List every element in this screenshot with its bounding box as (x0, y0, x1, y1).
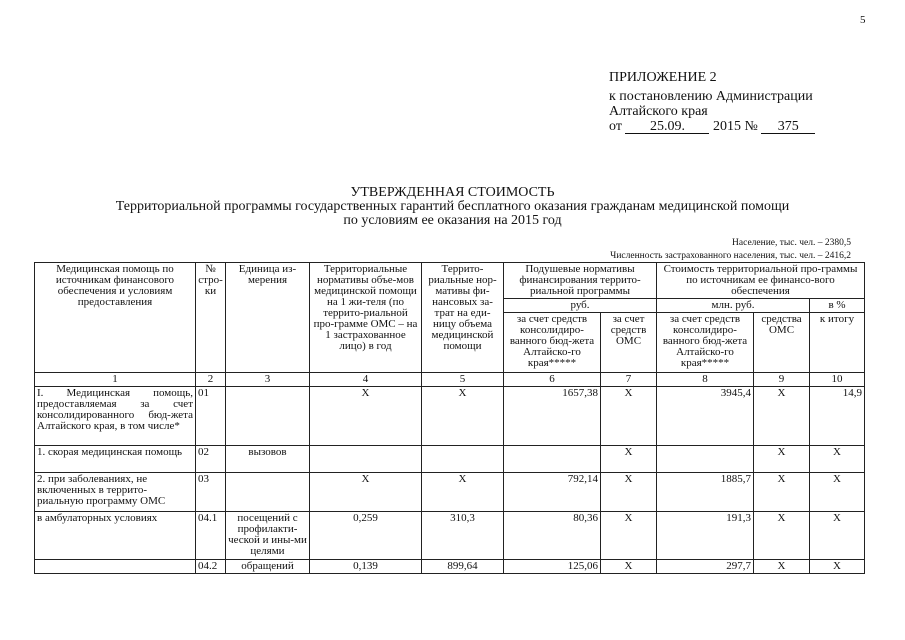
document-title (0, 186, 905, 228)
header-cost-norms: Террито-риальные нор-мативы фи-нансовых за-трат на еди-ницу объема медицинской помощи (422, 263, 504, 373)
col-number: 2 (196, 373, 226, 387)
header-budget-per-capita: за счет средств консолидиро-ванного бюд-жета Алтайско-го края***** (504, 313, 601, 373)
row-oms-cost: X (754, 473, 810, 512)
date-prefix: от (609, 119, 622, 134)
year: 2015 (712, 119, 741, 134)
row-budget-per-capita: 125,06 (504, 560, 601, 574)
row-volume: X (310, 387, 422, 446)
row-budget-per-capita (504, 446, 601, 473)
row-volume: 0,259 (310, 512, 422, 560)
row-unit (226, 387, 310, 446)
row-share: X (810, 446, 865, 473)
row-budget-per-capita: 792,14 (504, 473, 601, 512)
row-oms-per-capita: X (601, 512, 657, 560)
row-budget-cost: 191,3 (657, 512, 754, 560)
header-row (35, 263, 865, 299)
col-number: 5 (422, 373, 504, 387)
row-share: X (810, 560, 865, 574)
row-cost: 899,64 (422, 560, 504, 574)
population-insured: Численность застрахованного населения, тыс. чел. – 2416,2 (610, 251, 851, 261)
col-number: 8 (657, 373, 754, 387)
col-number: 9 (754, 373, 810, 387)
row-volume: 0,139 (310, 560, 422, 574)
date-value: 25.09. (625, 120, 709, 134)
row-budget-per-capita: 80,36 (504, 512, 601, 560)
col-number: 1 (35, 373, 196, 387)
cost-table (34, 262, 865, 574)
row-name (35, 560, 196, 574)
row-unit: обращений (226, 560, 310, 574)
title-line-3: по условиям ее оказания на 2015 год (343, 213, 562, 228)
row-budget-cost: 297,7 (657, 560, 754, 574)
header-program-cost: Стоимость территориальной про-граммы по источникам ее финансо-вого обеспечения (657, 263, 865, 299)
appendix-line-1: к постановлению Администрации (609, 89, 813, 104)
row-code: 03 (196, 473, 226, 512)
row-code: 02 (196, 446, 226, 473)
row-unit (226, 473, 310, 512)
row-name: в амбулаторных условиях (35, 512, 196, 560)
row-oms-per-capita: X (601, 473, 657, 512)
row-budget-per-capita: 1657,38 (504, 387, 601, 446)
row-oms-cost: X (754, 387, 810, 446)
header-unit-percent: в % (810, 299, 865, 313)
header-oms-per-capita: за счет средств ОМС (601, 313, 657, 373)
appendix-date-line (609, 119, 889, 134)
row-oms-per-capita: X (601, 387, 657, 446)
col-number: 7 (601, 373, 657, 387)
table-row (35, 473, 865, 512)
row-budget-cost: 1885,7 (657, 473, 754, 512)
row-budget-cost: 3945,4 (657, 387, 754, 446)
row-code: 04.1 (196, 512, 226, 560)
title-line-2: Территориальной программы государственных гарантий бесплатного оказания гражданам медицинской помощи (115, 199, 790, 214)
header-service: Медицинская помощь по источникам финансового обеспечения и условиям предоставления (35, 263, 196, 373)
row-share: X (810, 473, 865, 512)
column-numbers-row (35, 373, 865, 387)
appendix-title: ПРИЛОЖЕНИЕ 2 (609, 70, 717, 85)
header-unit-rub: руб. (504, 299, 657, 313)
header-row-number: № стро-ки (196, 263, 226, 373)
table-row (35, 387, 865, 446)
header-oms-cost: средства ОМС (754, 313, 810, 373)
col-number: 3 (226, 373, 310, 387)
header-share-total: к итогу (810, 313, 865, 373)
population-total: Население, тыс. чел. – 2380,5 (732, 238, 851, 248)
header-per-capita: Подушевые нормативы финансирования террито-риальной программы (504, 263, 657, 299)
row-code: 01 (196, 387, 226, 446)
row-oms-cost: X (754, 560, 810, 574)
row-oms-cost: X (754, 446, 810, 473)
row-share: X (810, 512, 865, 560)
row-budget-cost (657, 446, 754, 473)
row-unit: вызовов (226, 446, 310, 473)
row-cost: X (422, 473, 504, 512)
header-unit-mln: млн. руб. (657, 299, 810, 313)
header-volume-norms: Территориальные нормативы объе-мов медицинской помощи на 1 жи-теля (по террито-риальной про-грамме ОМС – на 1 застрахованное лицо) в год (310, 263, 422, 373)
header-unit: Единица из-мерения (226, 263, 310, 373)
row-oms-per-capita: X (601, 560, 657, 574)
row-name: 1. скорая медицинская помощь (35, 446, 196, 473)
appendix-line-2: Алтайского края (609, 104, 708, 119)
row-oms-per-capita: X (601, 446, 657, 473)
table-row (35, 512, 865, 560)
row-cost (422, 446, 504, 473)
col-number: 10 (810, 373, 865, 387)
number-sign: № (744, 119, 758, 134)
row-share: 14,9 (810, 387, 865, 446)
header-budget-cost: за счет средств консолидиро-ванного бюд-жета Алтайско-го края***** (657, 313, 754, 373)
table-row (35, 560, 865, 574)
row-volume (310, 446, 422, 473)
row-unit: посещений с профилакти-ческой и ины-ми целями (226, 512, 310, 560)
document-number: 375 (761, 120, 815, 134)
row-cost: 310,3 (422, 512, 504, 560)
table-row (35, 446, 865, 473)
row-name: I. Медицинская помощь, предоставляемая за счет консолидированного бюд-жета Алтайского края, в том числе* (35, 387, 196, 446)
row-volume: X (310, 473, 422, 512)
col-number: 4 (310, 373, 422, 387)
row-code: 04.2 (196, 560, 226, 574)
page-number: 5 (860, 14, 866, 26)
row-oms-cost: X (754, 512, 810, 560)
row-cost: X (422, 387, 504, 446)
col-number: 6 (504, 373, 601, 387)
appendix-block (609, 70, 889, 134)
title-line-1: УТВЕРЖДЕННАЯ СТОИМОСТЬ (350, 185, 555, 200)
row-name: 2. при заболеваниях, не включенных в террито-риальную программу ОМС (35, 473, 196, 512)
